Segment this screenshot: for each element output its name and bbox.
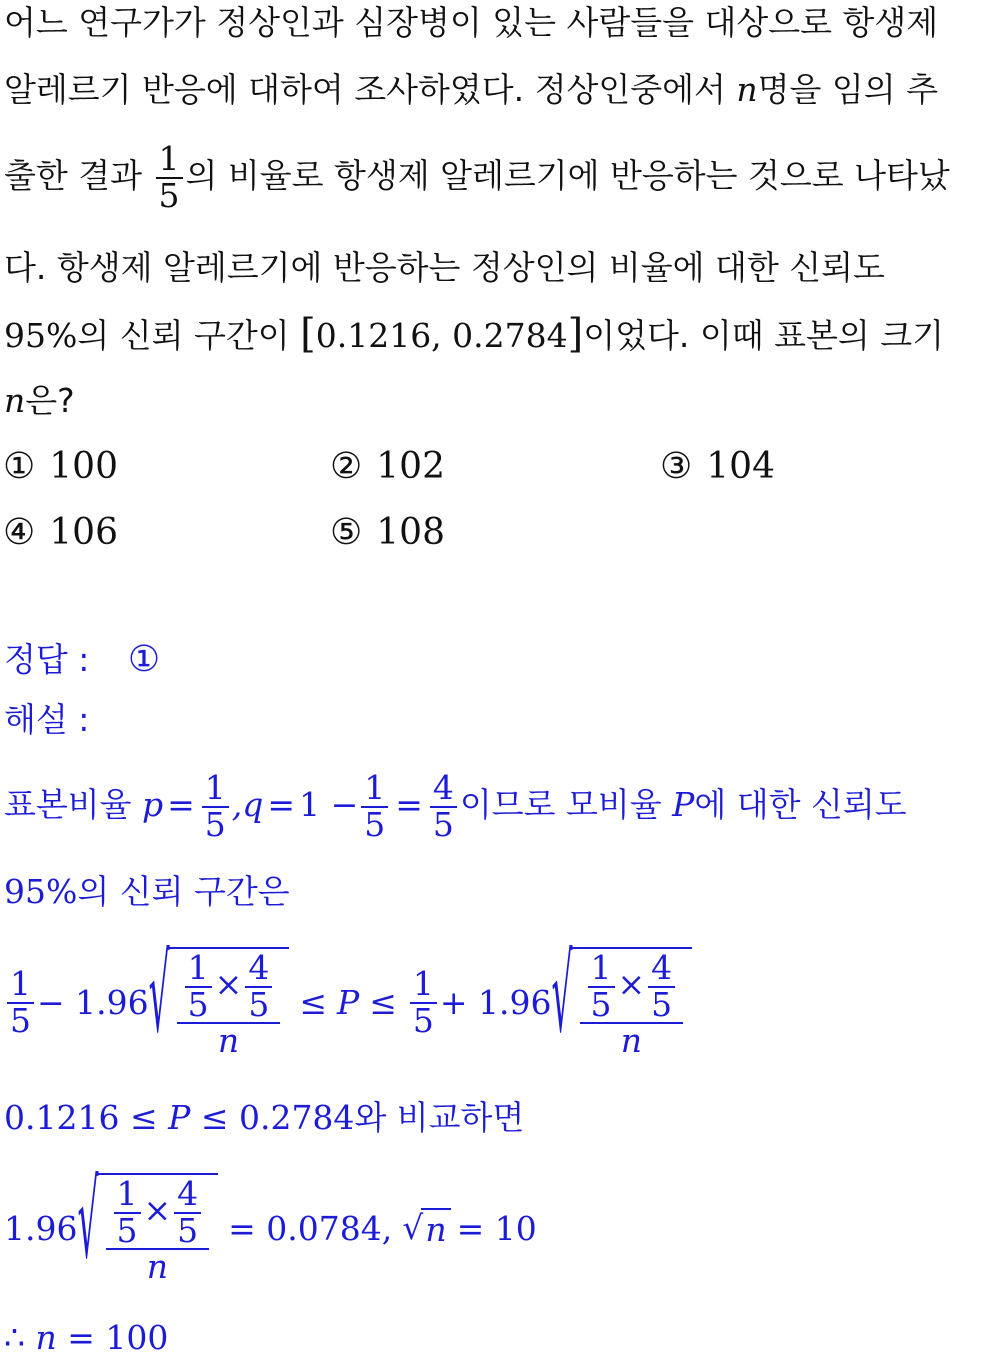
- math-variable-n: n: [620, 1021, 642, 1061]
- fraction-denominator: 5: [187, 984, 209, 1024]
- fraction-one-fifth: [185, 948, 212, 1024]
- math-variable-n: n: [146, 1247, 168, 1287]
- confidence-interval: 0.1216, 0.2784: [315, 316, 568, 355]
- fraction-numerator: 1: [7, 967, 34, 1004]
- times-sign: ×: [143, 1190, 172, 1230]
- solution-label: 해설 :: [4, 700, 90, 739]
- fraction-numerator: 4: [174, 1177, 201, 1214]
- problem-text: 다. 항생제 알레르기에 반응하는 정상인의 비율에 대한 신뢰도: [4, 248, 885, 287]
- problem-text: 은?: [25, 381, 75, 420]
- fraction-denominator: 5: [590, 984, 612, 1024]
- problem-line-6: [4, 381, 75, 421]
- less-equal-sign: ≤: [369, 983, 397, 1022]
- option-value: 104: [706, 446, 775, 487]
- square-root-n: [402, 1208, 450, 1250]
- fraction-numerator: [580, 948, 684, 1024]
- math-variable-p: p: [142, 785, 164, 824]
- math-variable-P: P: [336, 983, 360, 1022]
- bracket-close: ]: [567, 311, 584, 357]
- fraction-numerator: [177, 948, 281, 1024]
- problem-line-2: [4, 70, 938, 110]
- square-root: [77, 1156, 218, 1287]
- problem-line-4: [4, 248, 885, 288]
- fraction-numerator: 1: [114, 1177, 141, 1214]
- fraction-radicand: [106, 1174, 210, 1287]
- solution-text: 표본비율: [4, 785, 143, 824]
- option-3[interactable]: [660, 447, 775, 487]
- math-expression: 1.96: [4, 1209, 78, 1248]
- option-4[interactable]: [3, 513, 118, 553]
- fraction-one-fifth: [114, 1174, 141, 1250]
- fraction-numerator: 1: [156, 142, 183, 179]
- math-expression: 1 −: [299, 785, 359, 824]
- bracket-open: [: [300, 311, 316, 357]
- math-expression: = 100: [56, 1318, 169, 1357]
- math-variable-P: P: [672, 785, 695, 824]
- math-expression: + 1.96: [439, 983, 552, 1022]
- fraction-four-fifths: [245, 948, 272, 1024]
- math-expression: = 0.0784,: [228, 1209, 393, 1248]
- problem-line-3: [4, 136, 950, 216]
- confidence-level: 95%: [4, 316, 78, 355]
- problem-text: 의 비율로 항생제 알레르기에 반응하는 것으로 나타났: [185, 156, 950, 195]
- fraction-denominator: 5: [412, 1001, 434, 1040]
- solution-text: 에 대한 신뢰도: [694, 785, 907, 824]
- less-equal-sign: ≤: [299, 983, 327, 1022]
- problem-text: 어느 연구가가 정상인과 심장병이 있는 사람들을 대상으로 항생제: [4, 3, 939, 42]
- math-variable-q: ,q: [231, 785, 264, 824]
- fraction-denominator: 5: [116, 1210, 138, 1250]
- option-2[interactable]: [330, 447, 445, 487]
- option-number: ②: [330, 446, 363, 487]
- option-5[interactable]: [330, 513, 445, 553]
- fraction-numerator: 4: [245, 951, 272, 988]
- fraction-numerator: [106, 1174, 210, 1250]
- fraction-numerator: 1: [202, 771, 229, 808]
- answer-label: 정답 :: [4, 640, 90, 679]
- option-number: ③: [660, 446, 693, 487]
- therefore-sign: ∴: [4, 1318, 36, 1357]
- math-variable-n: n: [421, 1208, 450, 1250]
- math-variable-P: P: [168, 1098, 191, 1137]
- equals-sign: =: [167, 785, 195, 824]
- solution-text: 와 비교하면: [354, 1098, 525, 1137]
- option-value: 102: [376, 446, 445, 487]
- fraction-radicand: [177, 948, 281, 1061]
- fraction-one-fifth: [410, 964, 437, 1040]
- fraction-denominator: 5: [10, 1001, 31, 1040]
- problem-text: 의 신뢰 구간이: [77, 316, 301, 355]
- fraction-numerator: 1: [588, 951, 615, 988]
- math-variable-n: n: [4, 381, 26, 420]
- problem-line-1: [4, 3, 938, 43]
- fraction-denominator: 5: [158, 175, 180, 215]
- fraction-denominator: 5: [204, 804, 226, 844]
- math-expression: 0.1216 ≤: [4, 1098, 169, 1137]
- confidence-level: 95%: [4, 872, 78, 911]
- solution-text: 이므로 모비율: [459, 785, 673, 824]
- equals-sign: =: [395, 785, 423, 824]
- option-1[interactable]: [3, 447, 118, 487]
- math-variable-n: n: [736, 70, 758, 109]
- answer-value: ①: [127, 639, 161, 680]
- solution-text: 의 신뢰 구간은: [77, 872, 290, 911]
- fraction-denominator: 5: [651, 984, 673, 1024]
- math-variable-n: n: [217, 1021, 240, 1061]
- option-number: ①: [3, 446, 36, 487]
- math-variable-n: n: [35, 1318, 57, 1357]
- fraction-one-fifth: [7, 964, 34, 1040]
- problem-text: 출한 결과: [4, 156, 153, 195]
- fraction-numerator: 4: [648, 951, 675, 988]
- solution-line-6: [4, 1318, 168, 1358]
- fraction-denominator: 5: [432, 804, 454, 844]
- math-expression: ≤ 0.2784: [190, 1098, 355, 1137]
- problem-text: 이었다. 이때 표본의 크기: [583, 316, 944, 355]
- fraction-denominator: 5: [248, 984, 270, 1024]
- fraction-one-fifth: [588, 948, 615, 1024]
- option-value: 106: [49, 512, 118, 553]
- times-sign: ×: [617, 964, 646, 1004]
- radicand: [97, 1173, 219, 1285]
- fraction-denominator: 5: [177, 1210, 199, 1250]
- fraction-one-fifth: [156, 138, 183, 215]
- problem-text: 명을 임의 추: [757, 70, 939, 109]
- times-sign: ×: [214, 964, 243, 1004]
- radical-sign-icon: √: [402, 1208, 424, 1247]
- fraction-radicand: [580, 948, 684, 1061]
- problem-line-5: [4, 311, 944, 357]
- solution-line-3: [4, 932, 692, 1074]
- square-root: [551, 930, 692, 1061]
- equals-sign: =: [267, 785, 296, 824]
- fraction-numerator: 1: [185, 951, 212, 988]
- fraction-four-fifths: [648, 948, 675, 1024]
- radical-sign-icon: √: [148, 930, 170, 1056]
- math-expression: = 10: [456, 1209, 537, 1248]
- fraction-four-fifths: [174, 1174, 201, 1250]
- solution-line-2: [4, 872, 290, 912]
- answer-line: [4, 640, 160, 680]
- option-value: 108: [376, 512, 445, 553]
- fraction-four-fifths: [430, 767, 457, 844]
- radical-sign-icon: √: [77, 1156, 99, 1282]
- option-number: ④: [3, 512, 36, 553]
- fraction-numerator: 1: [361, 771, 388, 808]
- solution-line-1: [4, 762, 907, 848]
- fraction-numerator: 4: [430, 771, 457, 808]
- fraction-denominator: 5: [364, 804, 386, 844]
- solution-line-5: [4, 1158, 537, 1300]
- fraction-one-fifth: [202, 767, 229, 844]
- fraction-one-fifth: [361, 767, 388, 844]
- math-expression: − 1.96: [37, 983, 149, 1022]
- option-number: ⑤: [330, 512, 363, 553]
- radicand: [168, 947, 290, 1059]
- solution-label-line: [4, 700, 89, 740]
- option-value: 100: [49, 446, 118, 487]
- problem-text: 알레르기 반응에 대하여 조사하였다. 정상인중에서: [4, 70, 737, 109]
- fraction-numerator: 1: [410, 967, 437, 1004]
- radical-sign-icon: √: [551, 930, 573, 1056]
- radicand: [571, 947, 693, 1059]
- square-root: [148, 930, 290, 1061]
